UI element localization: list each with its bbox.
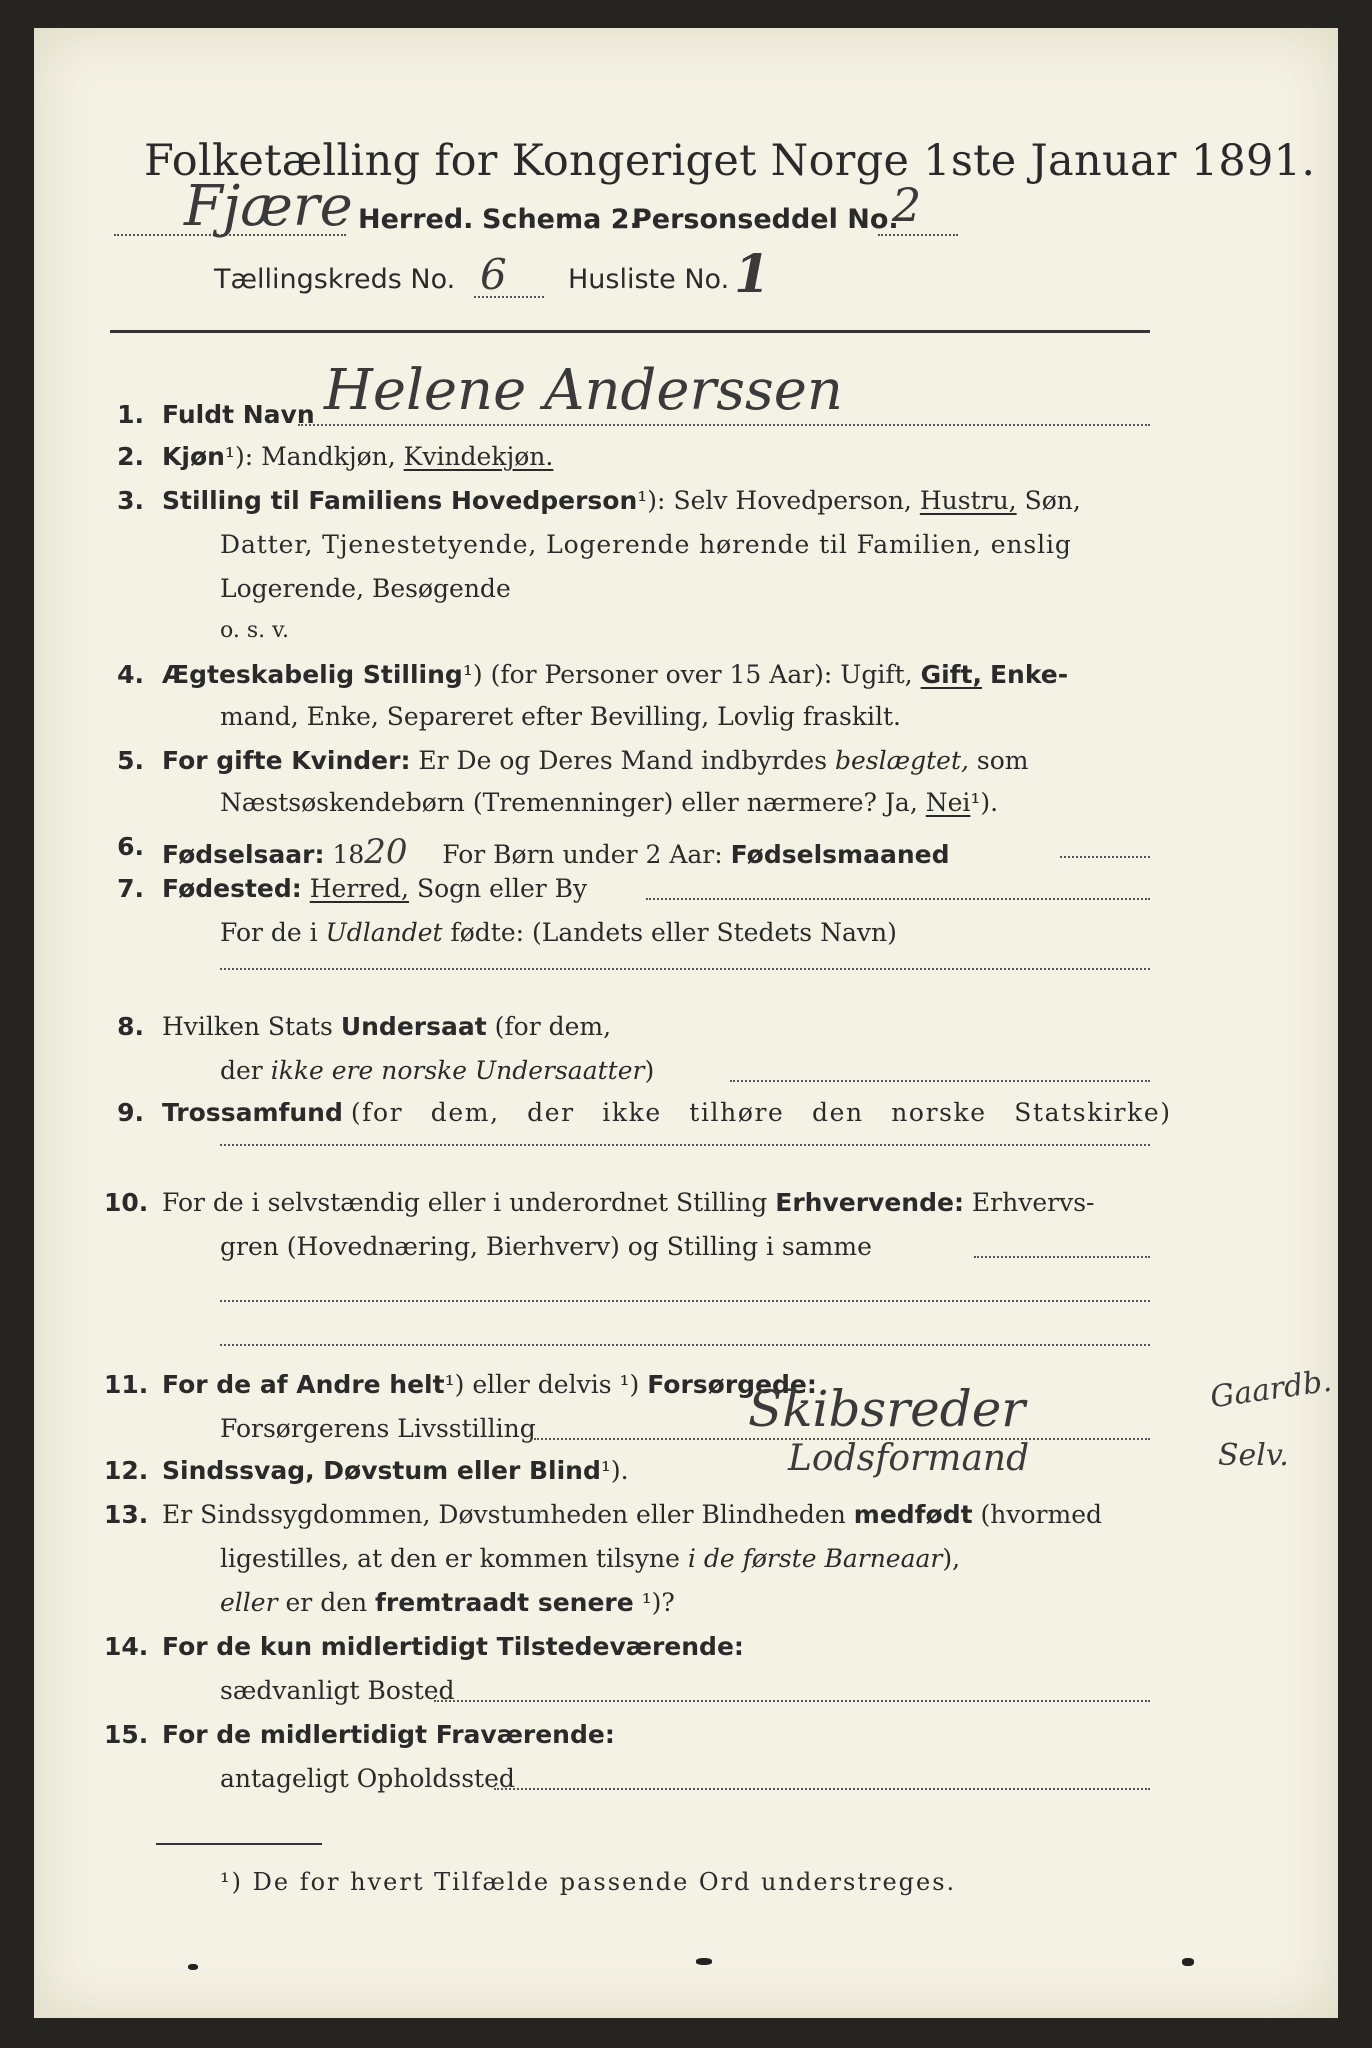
item-12-number: 12. (104, 1456, 149, 1485)
herred-value: Fjære (184, 174, 353, 239)
item-2-sup: ¹): (224, 442, 254, 471)
item-3-line-1 (162, 486, 1081, 515)
item-13-l2a: ligestilles, at den er kommen tilsyne (220, 1544, 680, 1573)
item-12-sup: ¹). (600, 1456, 629, 1485)
item-6-label2: Fødselsmaaned (730, 840, 950, 869)
item-13-l1a: Er Sindssygdommen, Døvstumheden eller Blindheden (162, 1500, 846, 1529)
item-7-l2b: Udlandet (325, 918, 443, 947)
item-6-label: Fødselsaar: (162, 840, 325, 869)
item-10-dotted-line (974, 1256, 1150, 1258)
footnote-rule (156, 1843, 322, 1845)
item-5-line-1 (162, 746, 1029, 775)
item-8-l2c: ) (644, 1056, 655, 1085)
item-7-number: 7. (117, 874, 144, 903)
form-title: Folketælling for Kongeriget Norge 1ste Januar 1891. (144, 136, 1316, 186)
item-7-l2c: fødte: (Landets eller Stedets Navn) (450, 918, 897, 947)
item-5-l1a: Er De og Deres Mand indbyrdes (418, 746, 828, 775)
item-13-number: 13. (104, 1500, 149, 1529)
herred-label: Herred. (358, 204, 474, 235)
item-8-l2a: der (220, 1056, 263, 1085)
item-15-label: For de midlertidigt Fraværende: (162, 1720, 615, 1749)
item-2-text-b: Kvindekjøn. (403, 442, 554, 471)
schema-label: Schema 2. (482, 204, 640, 235)
item-10-dotted-line-2 (220, 1300, 1150, 1302)
item-4-label: Ægteskabelig Stilling (162, 660, 463, 689)
personseddel-value: 2 (892, 178, 922, 232)
item-5-line-2 (220, 788, 998, 817)
item-8-number: 8. (117, 1012, 144, 1041)
item-3-label: Stilling til Familiens Hovedperson (162, 486, 638, 515)
item-7-l1b: Sogn eller By (416, 874, 588, 903)
item-10-dotted-line-3 (220, 1344, 1150, 1346)
item-4-number: 4. (117, 660, 144, 689)
item-11-number: 11. (104, 1370, 149, 1399)
item-15-number: 15. (104, 1720, 149, 1749)
item-10-line-2: gren (Hovednæring, Bierhverv) og Stilling i samme (220, 1232, 872, 1261)
item-11-l1b: ¹) eller delvis ¹) (444, 1370, 640, 1399)
personseddel-dotted-line (878, 234, 958, 236)
item-7-dotted-line (646, 898, 1150, 900)
item-3-line-2: Datter, Tjenestetyende, Logerende hørende til Familien, enslig (220, 530, 1072, 559)
item-13-l2c: ), (942, 1544, 961, 1573)
speck (188, 1964, 198, 1970)
speck (696, 1958, 712, 1965)
item-2-label: Kjøn (162, 442, 225, 471)
item-5-l2b: Nei (925, 788, 971, 817)
item-3-l1c: Søn, (1024, 486, 1081, 515)
census-form-page (34, 28, 1338, 2018)
item-12-margin-value: Selv. (1218, 1438, 1289, 1473)
footnote: ¹) De for hvert Tilfælde passende Ord understreges. (220, 1868, 957, 1896)
item-6-dotted-line (1060, 856, 1150, 858)
item-5-l2c: ¹). (970, 788, 999, 817)
item-11-l1c: Forsørgede: (647, 1370, 817, 1399)
husliste-value: 1 (734, 244, 771, 305)
item-6-line (162, 832, 949, 872)
item-4-l1b: Gift, (920, 660, 982, 689)
item-7-l2a: For de i (220, 918, 318, 947)
item-11-line-1 (162, 1370, 817, 1399)
speck (1182, 1958, 1194, 1966)
item-2-text-a: Mandkjøn, (261, 442, 396, 471)
item-7-dotted-line-2 (220, 968, 1150, 970)
item-6-rest: For Børn under 2 Aar: (442, 840, 723, 869)
item-8-l2b: ikke ere norske Undersaatter (270, 1056, 645, 1085)
item-13-l1b: medfødt (853, 1500, 973, 1529)
item-11-label: For de af Andre helt (162, 1370, 445, 1399)
item-2-number: 2. (117, 442, 144, 471)
item-8-l1: (for dem, (494, 1012, 612, 1041)
item-13-l3b: er den (285, 1588, 368, 1617)
item-10-l1a: For de i selvstændig eller i underordnet Stilling (162, 1188, 768, 1217)
item-11-margin-value: Gaardb. (1208, 1363, 1334, 1416)
item-3-l1b: Hustru, (919, 486, 1017, 515)
item-10-line-1 (162, 1188, 1094, 1217)
kreds-label: Tællingskreds No. (214, 264, 456, 295)
item-1-number: 1. (117, 400, 144, 429)
item-1-label: Fuldt Navn (162, 400, 315, 429)
item-11-value: Skibsreder (748, 1380, 1026, 1438)
item-10-number: 10. (104, 1188, 149, 1217)
item-8-line-1 (162, 1012, 611, 1041)
item-3-l1a: Selv Hovedperson, (673, 486, 912, 515)
header-rule (110, 330, 1150, 333)
item-12-value: Lodsformand (788, 1438, 1030, 1479)
item-3-sup: ¹): (637, 486, 666, 515)
item-8-label-a: Hvilken Stats (162, 1012, 333, 1041)
husliste-label: Husliste No. (568, 264, 730, 295)
item-5-number: 5. (117, 746, 144, 775)
item-10-l1b: Erhvervende: (775, 1188, 964, 1217)
item-1-value: Helene Anderssen (324, 358, 843, 423)
item-13-line-2 (220, 1544, 960, 1573)
item-6-value: 20 (364, 832, 408, 872)
item-5-label: For gifte Kvinder: (162, 746, 411, 775)
item-7-line-1 (162, 874, 587, 903)
item-14-dotted-line (434, 1700, 1150, 1702)
item-7-l1a: Herred, (309, 874, 409, 903)
item-15-dotted-line (494, 1788, 1150, 1790)
item-1-dotted-line (298, 424, 1150, 426)
item-13-line-3 (220, 1588, 675, 1617)
item-9-dotted-line (220, 1144, 1150, 1146)
item-4-l1c: Enke- (989, 660, 1069, 689)
item-13-l1c: (hvormed (980, 1500, 1103, 1529)
item-4-sup: ¹) (462, 660, 483, 689)
personseddel-label: Personseddel No. (632, 204, 899, 235)
item-4-line-2: mand, Enke, Separeret efter Bevilling, Lovlig fraskilt. (220, 702, 901, 731)
item-10-l1c: Erhvervs- (971, 1188, 1095, 1217)
item-11-line-2: Forsørgerens Livsstilling (220, 1414, 536, 1443)
item-8-line-2 (220, 1056, 654, 1085)
item-7-line-2 (220, 918, 897, 947)
item-14-number: 14. (104, 1632, 149, 1661)
item-9-text: (for dem, der ikke tilhøre den norske Statskirke) (350, 1098, 1172, 1127)
item-14-line-2: sædvanligt Bosted (220, 1676, 455, 1705)
item-7-label: Fødested: (162, 874, 302, 903)
item-3-line-3: Logerende, Besøgende (220, 574, 511, 603)
item-4-l1a: (for Personer over 15 Aar): Ugift, (490, 660, 913, 689)
item-14-label: For de kun midlertidigt Tilstedeværende: (162, 1632, 744, 1661)
item-3-line-4: o. s. v. (220, 618, 289, 643)
item-13-l2b: i de første Barneaar (687, 1544, 943, 1573)
item-9-number: 9. (117, 1098, 144, 1127)
item-13-line-1 (162, 1500, 1102, 1529)
item-6-number: 6. (117, 832, 144, 861)
item-8-dotted-line (730, 1080, 1150, 1082)
item-8-label-b: Undersaat (340, 1012, 487, 1041)
item-13-l3a: eller (220, 1588, 278, 1617)
item-5-l2a: Næstsøskendebørn (Tremenninger) eller nærmere? Ja, (220, 788, 918, 817)
item-9-line (162, 1098, 1172, 1127)
item-5-l1b: beslægtet, (835, 746, 969, 775)
item-13-l3c: fremtraadt senere (375, 1588, 634, 1617)
item-6-prefix: 18 (332, 840, 365, 869)
item-13-l3d: ¹)? (641, 1588, 675, 1617)
item-9-label: Trossamfund (162, 1098, 343, 1127)
item-4-line-1 (162, 660, 1068, 689)
kreds-value: 6 (480, 250, 507, 299)
item-5-l1c: som (976, 746, 1029, 775)
item-15-line-2: antageligt Opholdssted (220, 1764, 515, 1793)
item-12-line (162, 1456, 629, 1485)
item-2-line (162, 442, 553, 471)
item-12-label: Sindssvag, Døvstum eller Blind (162, 1456, 601, 1485)
item-3-number: 3. (117, 486, 144, 515)
